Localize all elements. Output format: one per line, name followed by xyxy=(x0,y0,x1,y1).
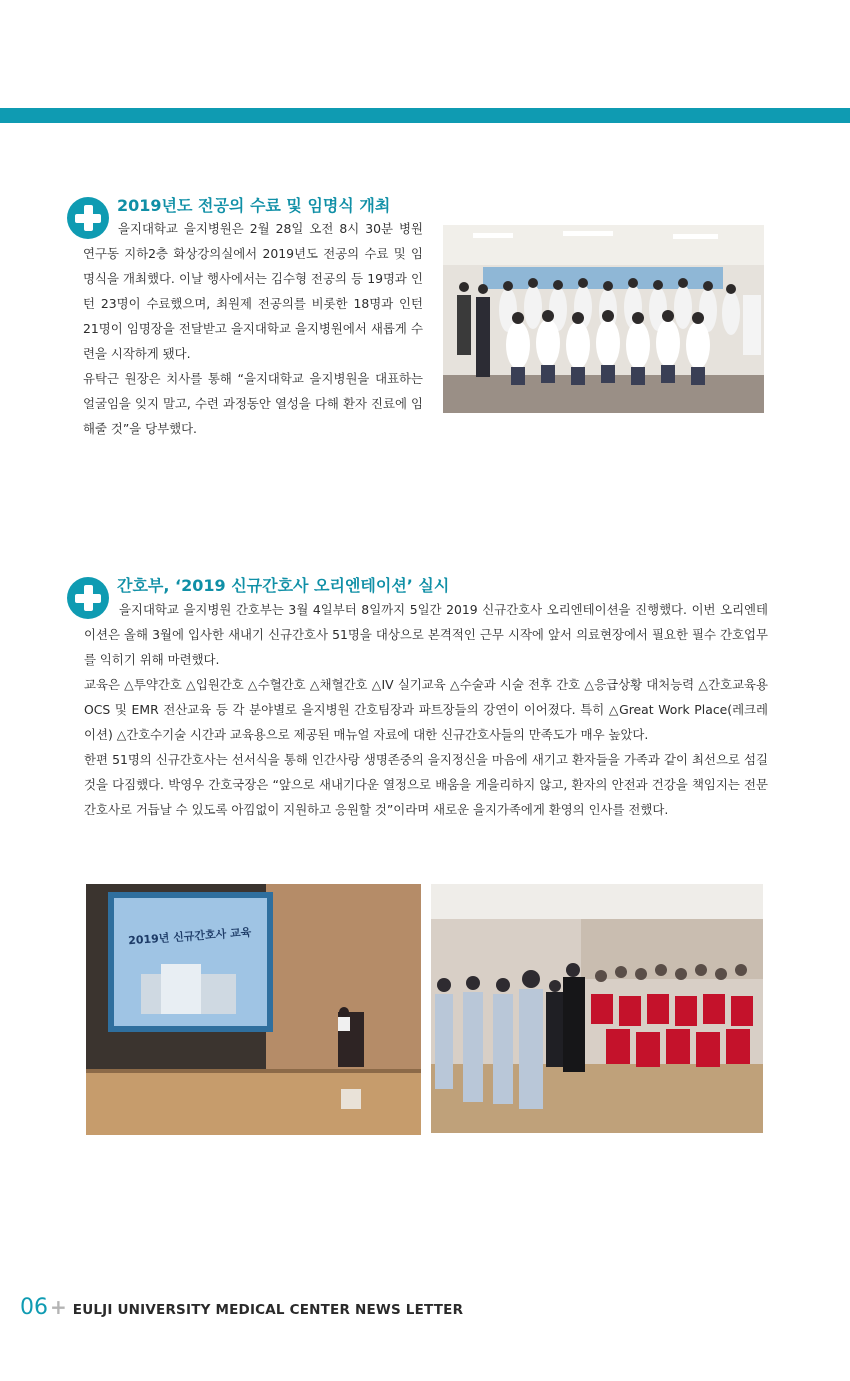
section1-body xyxy=(83,216,423,441)
section2-paragraph: 교육은 △투약간호 △입원간호 △수혈간호 △채혈간호 △IV 실기교육 △수술과 시술 전후 간호 △응급상황 대처능력 △간호교육용 OCS 및 EMR 전산교육 등 각 분야별로 을지병원 간호팀장과 파트장들의 강연이 이어졌다. 특히 △Great Work Place(레크레이션) △간호수기술 시간과 교육용으로 제공된 매뉴얼 자료에 대한 신규간호사들의 만족도가 매우 높았다. xyxy=(84,677,768,742)
page-number: 06 xyxy=(20,1295,48,1320)
header-accent-bar xyxy=(0,108,850,123)
newsletter-name: EULJI UNIVERSITY MEDICAL CENTER NEWS LETTER xyxy=(72,1302,464,1318)
section1-paragraph: 을지대학교 을지병원은 2월 28일 오전 8시 30분 병원 연구동 지하2층 화상강의실에서 2019년도 전공의 수료 및 임명식을 개최했다. 이날 행사에서는 김수형 전공의 등 19명과 인턴 23명이 수료했으며, 최원제 전공의를 비롯한 18명과 인턴 21명이 임명장을 전달받고 을지대학교 을지병원에서 새롭게 수련을 시작하게 됐다. xyxy=(83,221,423,361)
section2-paragraph: 을지대학교 을지병원 간호부는 3월 4일부터 8일까지 5일간 2019 신규간호사 오리엔테이션을 진행했다. 이번 오리엔테이션은 올해 3월에 입사한 새내기 신규간호사 51명을 대상으로 본격적인 근무 시작에 앞서 의료현장에서 필요한 필수 간호업무를 익히기 위해 마련했다. xyxy=(84,602,768,667)
section2-title: 간호부, ‘2019 신규간호사 오리엔테이션’ 실시 xyxy=(117,576,450,595)
plus-separator-icon: + xyxy=(50,1295,67,1319)
section2-body xyxy=(84,597,768,822)
orientation-lecture-photo xyxy=(86,884,421,1135)
screen-caption: 2019년 신규간호사 교육 xyxy=(127,925,252,948)
page-footer xyxy=(20,1295,463,1320)
section1-title: 2019년도 전공의 수료 및 임명식 개최 xyxy=(117,196,391,215)
section2-paragraph: 한편 51명의 신규간호사는 선서식을 통해 인간사랑 생명존중의 을지정신을 마음에 새기고 환자들을 가족과 같이 최선으로 섬길 것을 다짐했다. 박영우 간호국장은 “앞으로 새내기다운 열정으로 배움을 게을리하지 않고, 환자의 안전과 건강을 책임지는 전문 간호사로 거듭날 수 있도록 아낌없이 지원하고 응원할 것”이라며 새로운 을지가족에게 환영의 인사를 전했다. xyxy=(84,752,768,817)
section1-paragraph: 유탁근 원장은 치사를 통해 “을지대학교 을지병원을 대표하는 얼굴임을 잊지 말고, 수련 과정동안 열성을 다해 환자 진료에 임해줄 것”을 당부했다. xyxy=(83,371,423,436)
nurse-pledge-ceremony-photo xyxy=(431,884,763,1133)
residents-group-photo xyxy=(443,225,764,413)
